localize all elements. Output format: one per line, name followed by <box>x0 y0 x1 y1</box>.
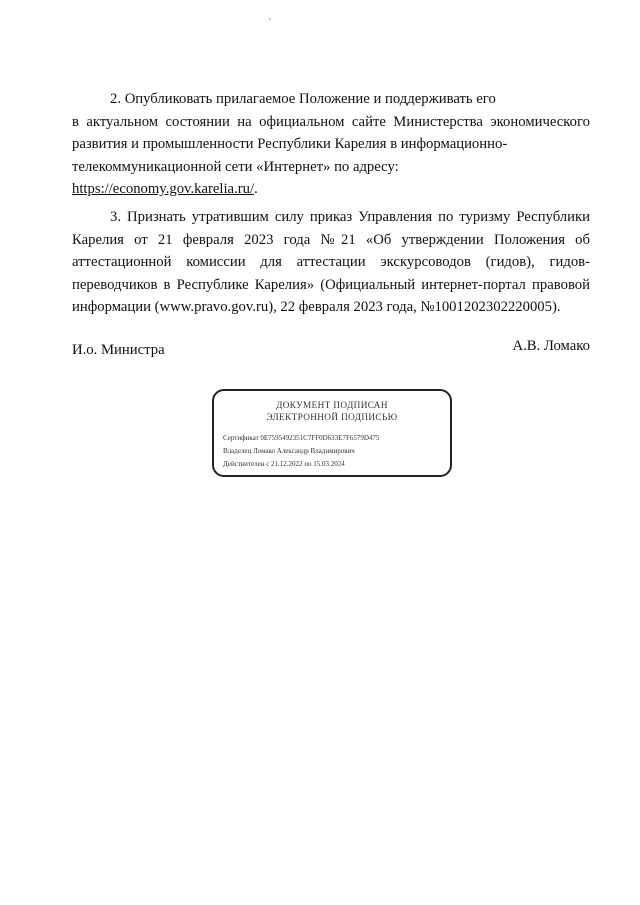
electronic-signature-stamp <box>212 389 452 477</box>
paragraph-3-line-2: Карелия от 21 февраля 2023 года №21 «Об утверждении Положения об <box>72 231 590 248</box>
paragraph-2-line-4 <box>72 156 590 179</box>
word: телекоммуникационной <box>72 158 222 175</box>
paragraph-2-line-3 <box>72 133 590 156</box>
word: сети <box>224 158 253 175</box>
paragraph-3-line-3: аттестационной комиссии для аттестации экскурсоводов (гидов), гидов- <box>72 254 590 270</box>
word: прилагаемое <box>216 91 296 107</box>
word: и <box>373 91 382 107</box>
paragraph-3 <box>72 206 590 319</box>
paragraph-2-line-5 <box>72 178 590 201</box>
word: его <box>476 91 496 107</box>
word: Карелия <box>334 136 387 152</box>
word: по адресу: <box>334 158 399 175</box>
word: Республики <box>257 136 331 152</box>
word: «Интернет» <box>256 158 331 175</box>
word: поддерживать <box>385 91 473 107</box>
word: и <box>131 136 140 152</box>
signatory-position: И.о. Министра <box>72 342 165 358</box>
word: Положение <box>299 91 370 107</box>
paragraph-2-line-1 <box>72 88 590 111</box>
stamp-validity: Действителен с 21.12.2022 по 15.03.2024 <box>223 460 345 468</box>
paragraph-2-line-2: в актуальном состоянии на официальном сайте Министерства экономического <box>72 113 590 130</box>
word: в информационно- <box>390 136 508 152</box>
economy-website-link[interactable]: https://economy.gov.karelia.ru/ <box>72 181 255 197</box>
word: развития <box>72 136 128 152</box>
punctuation: . <box>254 181 258 197</box>
paragraph-3-line-1 <box>72 206 590 229</box>
paragraph-3-line-5: информации (www.pravo.gov.ru), 22 февраля 2023 года, №1001202302220005). <box>72 299 561 315</box>
paragraph-number: 2. <box>110 91 122 107</box>
paragraph-2 <box>72 88 590 201</box>
word: Опубликовать <box>124 91 213 107</box>
stamp-header-line-1: ДОКУМЕНТ ПОДПИСАН <box>276 400 388 410</box>
stamp-certificate: Сертификат 0E7595492351C7FF0D633E7F6579D475 <box>223 434 380 442</box>
scan-speck <box>269 18 271 20</box>
paragraph-3-line-1-text: 3. Признать утратившим силу приказ Управления по туризму Республики <box>110 209 590 225</box>
paragraph-3-line-4: переводчиков в Республике Карелия» (Официальный интернет-портал правовой <box>72 276 590 293</box>
stamp-owner: Владелец Ломако Александр Владимирович <box>223 447 355 455</box>
stamp-header-line-2: ЭЛЕКТРОННОЙ ПОДПИСЬЮ <box>266 412 398 422</box>
word: промышленности <box>142 136 254 152</box>
signatory-name: А.В. Ломако <box>512 338 590 354</box>
